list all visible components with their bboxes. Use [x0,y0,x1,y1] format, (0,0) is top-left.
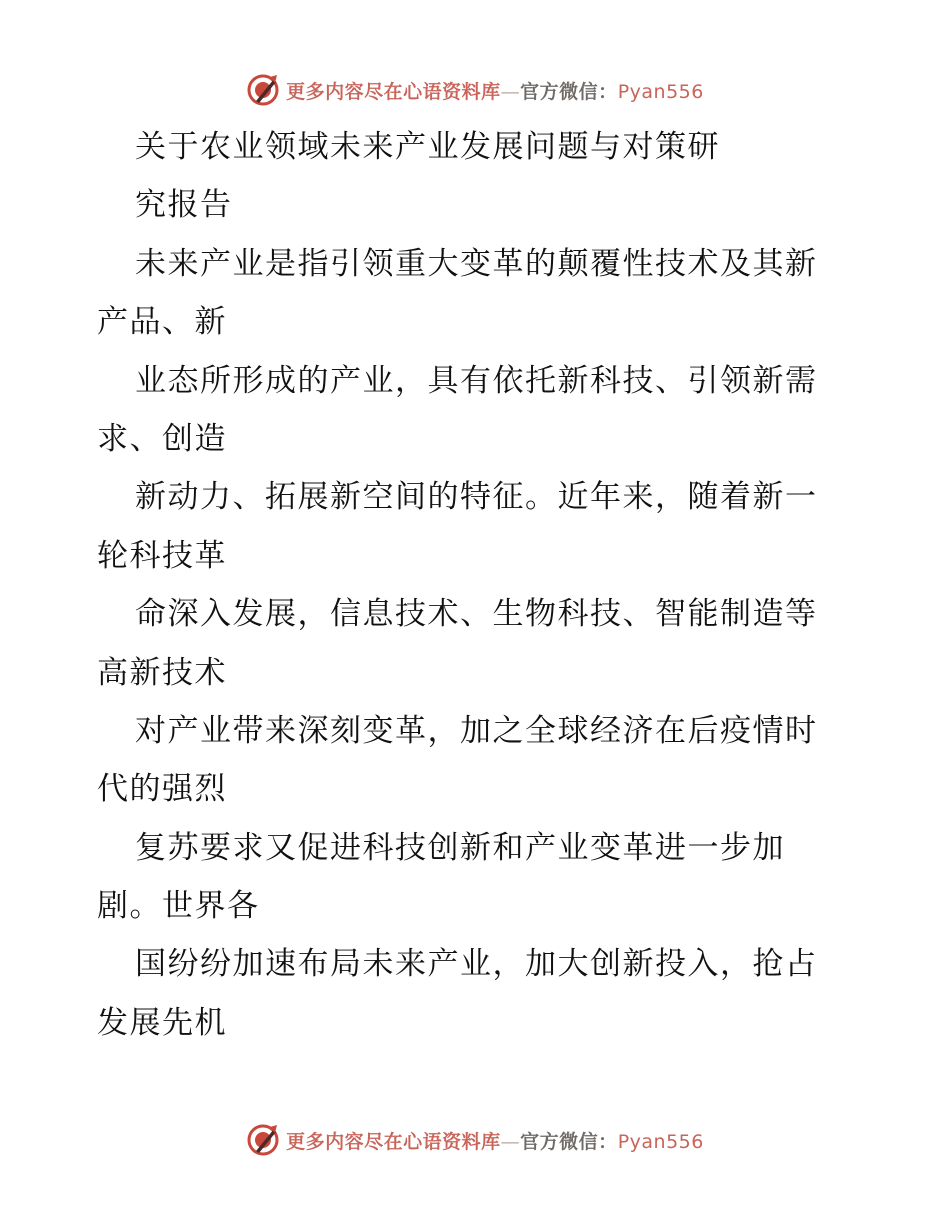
paragraph-line: 国纷纷加速布局未来产业，加大创新投入，抢占 [135,946,818,983]
paragraph-line: 高新技术 [97,654,227,691]
document-body [97,118,857,1052]
paragraph-line: 命深入发展，信息技术、生物科技、智能制造等 [135,596,818,633]
quill-pen-logo-icon [246,1123,280,1157]
paragraph-line: 求、创造 [97,420,227,457]
watermark-wechat-id: Pyan556 [617,1130,704,1153]
footer-watermark [0,1120,950,1160]
watermark-wechat-id: Pyan556 [617,80,704,103]
watermark-dash: — [500,1130,521,1153]
watermark-text [286,1127,704,1154]
paragraph-line: 未来产业是指引领重大变革的颠覆性技术及其新 [135,245,818,282]
title-line-1: 关于农业领域未来产业发展问题与对策研 [135,129,720,165]
watermark-dash: — [500,80,521,103]
watermark-official-label: 官方微信： [520,1130,618,1153]
header-watermark [0,70,950,110]
paragraph-line: 轮科技革 [97,537,227,574]
watermark-official-label: 官方微信： [520,80,618,103]
paragraph-line: 复苏要求又促进科技创新和产业变革进一步加 [135,829,785,866]
quill-pen-logo-icon [246,73,280,107]
paragraph-line: 业态所形成的产业，具有依托新科技、引领新需 [135,362,818,399]
watermark-brand: 更多内容尽在心语资料库 [286,1130,501,1153]
paragraph-line: 剧。世界各 [97,888,260,925]
paragraph-line: 代的强烈 [97,771,227,808]
paragraph-line: 发展先机 [97,1004,227,1041]
paragraph-line: 对产业带来深刻变革，加之全球经济在后疫情时 [135,712,818,749]
paragraph-line: 产品、新 [97,304,227,341]
watermark-text [286,77,704,104]
paragraph-line: 新动力、拓展新空间的特征。近年来，随着新一 [135,479,818,516]
title-line-2: 究报告 [135,187,233,224]
watermark-brand: 更多内容尽在心语资料库 [286,80,501,103]
